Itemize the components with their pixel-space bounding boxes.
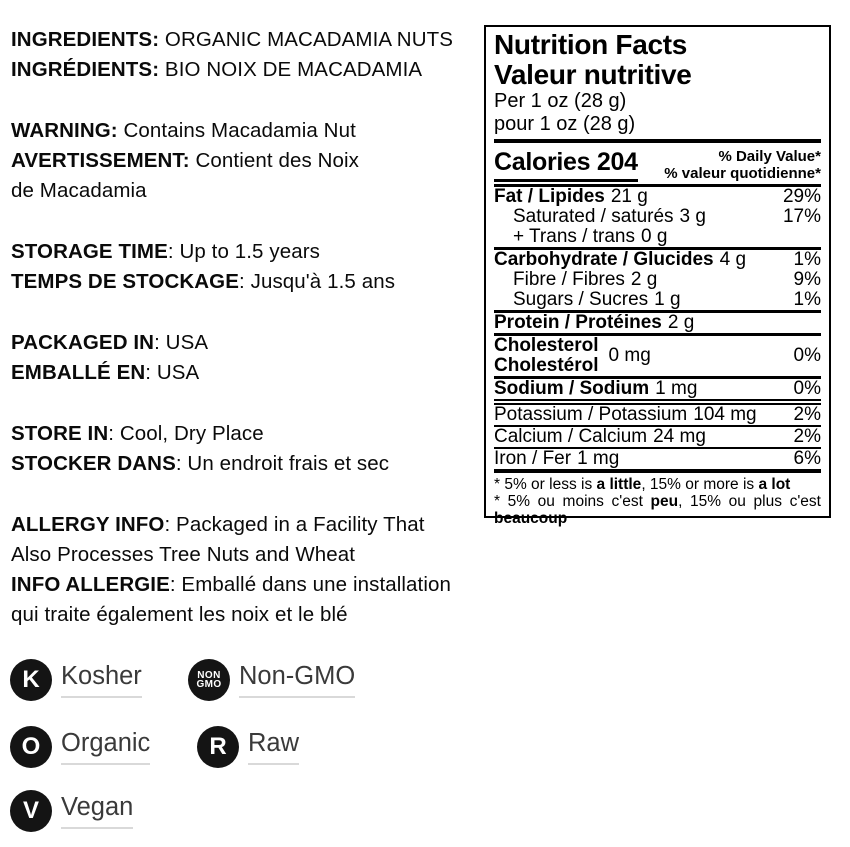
storage-time-line-en bbox=[11, 237, 481, 267]
nutrient-row-carbohydrate: Carbohydrate / Glucides 4 g 1% bbox=[494, 249, 821, 270]
ingredients-value-fr: BIO NOIX DE MACADAMIA bbox=[159, 58, 423, 81]
kosher-label[interactable]: Kosher bbox=[61, 662, 142, 698]
calories-value: Calories 204 bbox=[494, 148, 638, 182]
packaged-in-line-en bbox=[11, 328, 481, 358]
store-in-label-en: STORE IN bbox=[11, 422, 109, 445]
non-gmo-label[interactable]: Non-GMO bbox=[239, 662, 355, 698]
nutrition-facts-panel bbox=[484, 25, 831, 527]
footnote-fr: * 5% ou moins c'est peu, 15% ou plus c'est beaucoup bbox=[494, 493, 821, 527]
packaged-in-label-fr: EMBALLÉ EN bbox=[11, 361, 146, 384]
warning-line-en bbox=[11, 116, 481, 146]
raw-icon: R bbox=[197, 726, 239, 768]
daily-value-footnote bbox=[494, 469, 821, 527]
storage-time-value-fr: : Jusqu'à 1.5 ans bbox=[239, 270, 396, 293]
allergy-info-value-fr: : Emballé dans une installation bbox=[169, 573, 452, 596]
footnote-en: * 5% or less is a little, 15% or more is a lot bbox=[494, 476, 791, 493]
raw-label[interactable]: Raw bbox=[248, 729, 299, 765]
ingredients-label-fr: INGRÉDIENTS: bbox=[11, 58, 160, 81]
store-in-label-fr: STOCKER DANS bbox=[11, 452, 176, 475]
nutrient-row-fibre: Fibre / Fibres 2 g 9% bbox=[513, 269, 821, 290]
warning-line-fr-cont: de Macadamia bbox=[11, 179, 147, 202]
store-in-value-en: : Cool, Dry Place bbox=[108, 422, 264, 445]
packaged-in-label-en: PACKAGED IN bbox=[11, 331, 155, 354]
allergy-info-value-en: : Packaged in a Facility That bbox=[164, 513, 425, 536]
nutrient-row-sugars: Sugars / Sucres 1 g 1% bbox=[513, 289, 821, 310]
allergy-info-label-fr: INFO ALLERGIE bbox=[11, 573, 170, 596]
nutrition-title-en: Nutrition Facts bbox=[494, 29, 688, 60]
kosher-badge[interactable] bbox=[10, 659, 142, 701]
packaged-in-line-fr bbox=[11, 358, 481, 388]
daily-value-header: % Daily Value* % valeur quotidienne* bbox=[664, 148, 821, 182]
allergy-info-line-fr bbox=[11, 570, 481, 600]
ingredients-value-en: ORGANIC MACADAMIA NUTS bbox=[159, 28, 454, 51]
store-in-value-fr: : Un endroit frais et sec bbox=[175, 452, 390, 475]
nutrient-row-saturated: Saturated / saturés 3 g 17% bbox=[513, 206, 821, 227]
vegan-label[interactable]: Vegan bbox=[61, 793, 133, 829]
nutrient-row-sodium: Sodium / Sodium 1 mg 0% bbox=[494, 378, 821, 399]
organic-label[interactable]: Organic bbox=[61, 729, 150, 765]
warning-value-en: Contains Macadamia Nut bbox=[117, 119, 356, 142]
store-in-line-fr bbox=[11, 449, 481, 479]
product-info-panel bbox=[11, 25, 481, 630]
warning-line-fr bbox=[11, 146, 481, 176]
non-gmo-badge[interactable] bbox=[188, 659, 355, 701]
storage-time-label-fr: TEMPS DE STOCKAGE bbox=[11, 270, 239, 293]
allergy-info-line-en-cont: Also Processes Tree Nuts and Wheat bbox=[11, 543, 356, 566]
nutrient-row-cholesterol: Cholesterol Cholestérol 0 mg 0% bbox=[494, 335, 821, 376]
organic-badge[interactable] bbox=[10, 726, 150, 768]
nutrient-row-iron: Iron / Fer 1 mg 6% bbox=[494, 448, 821, 469]
allergy-info-line-fr-cont: qui traite également les noix et le blé bbox=[11, 603, 348, 626]
organic-icon: O bbox=[10, 726, 52, 768]
vegan-badge[interactable] bbox=[10, 790, 133, 832]
storage-time-label-en: STORAGE TIME bbox=[11, 240, 168, 263]
serving-size-fr: pour 1 oz (28 g) bbox=[494, 113, 636, 135]
warning-label-en: WARNING: bbox=[11, 119, 118, 142]
ingredients-line-en bbox=[11, 25, 481, 55]
ingredients-line-fr bbox=[11, 55, 481, 85]
nutrient-row-calcium: Calcium / Calcium 24 mg 2% bbox=[494, 426, 821, 447]
non-gmo-icon: NON GMO bbox=[188, 659, 230, 701]
storage-time-line-fr bbox=[11, 267, 481, 297]
warning-value-fr: Contient des Noix bbox=[189, 149, 360, 172]
nutrient-row-fat: Fat / Lipides 21 g 29% bbox=[494, 186, 821, 207]
nutrient-row-trans: + Trans / trans 0 g bbox=[513, 226, 668, 247]
kosher-icon: K bbox=[10, 659, 52, 701]
nutrition-title-fr: Valeur nutritive bbox=[494, 59, 692, 90]
nutrient-row-protein: Protein / Protéines 2 g bbox=[494, 310, 821, 333]
vegan-icon: V bbox=[10, 790, 52, 832]
calories-row bbox=[494, 143, 821, 187]
ingredients-label-en: INGREDIENTS: bbox=[11, 28, 160, 51]
allergy-info-line-en bbox=[11, 510, 481, 540]
allergy-info-label-en: ALLERGY INFO bbox=[11, 513, 165, 536]
nutrient-row-potassium: Potassium / Potassium 104 mg 2% bbox=[494, 399, 821, 425]
warning-label-fr: AVERTISSEMENT: bbox=[11, 149, 190, 172]
packaged-in-value-en: : USA bbox=[154, 331, 209, 354]
packaged-in-value-fr: : USA bbox=[145, 361, 200, 384]
storage-time-value-en: : Up to 1.5 years bbox=[167, 240, 320, 263]
serving-size-en: Per 1 oz (28 g) bbox=[494, 90, 627, 112]
raw-badge[interactable] bbox=[197, 726, 299, 768]
store-in-line-en bbox=[11, 419, 481, 449]
